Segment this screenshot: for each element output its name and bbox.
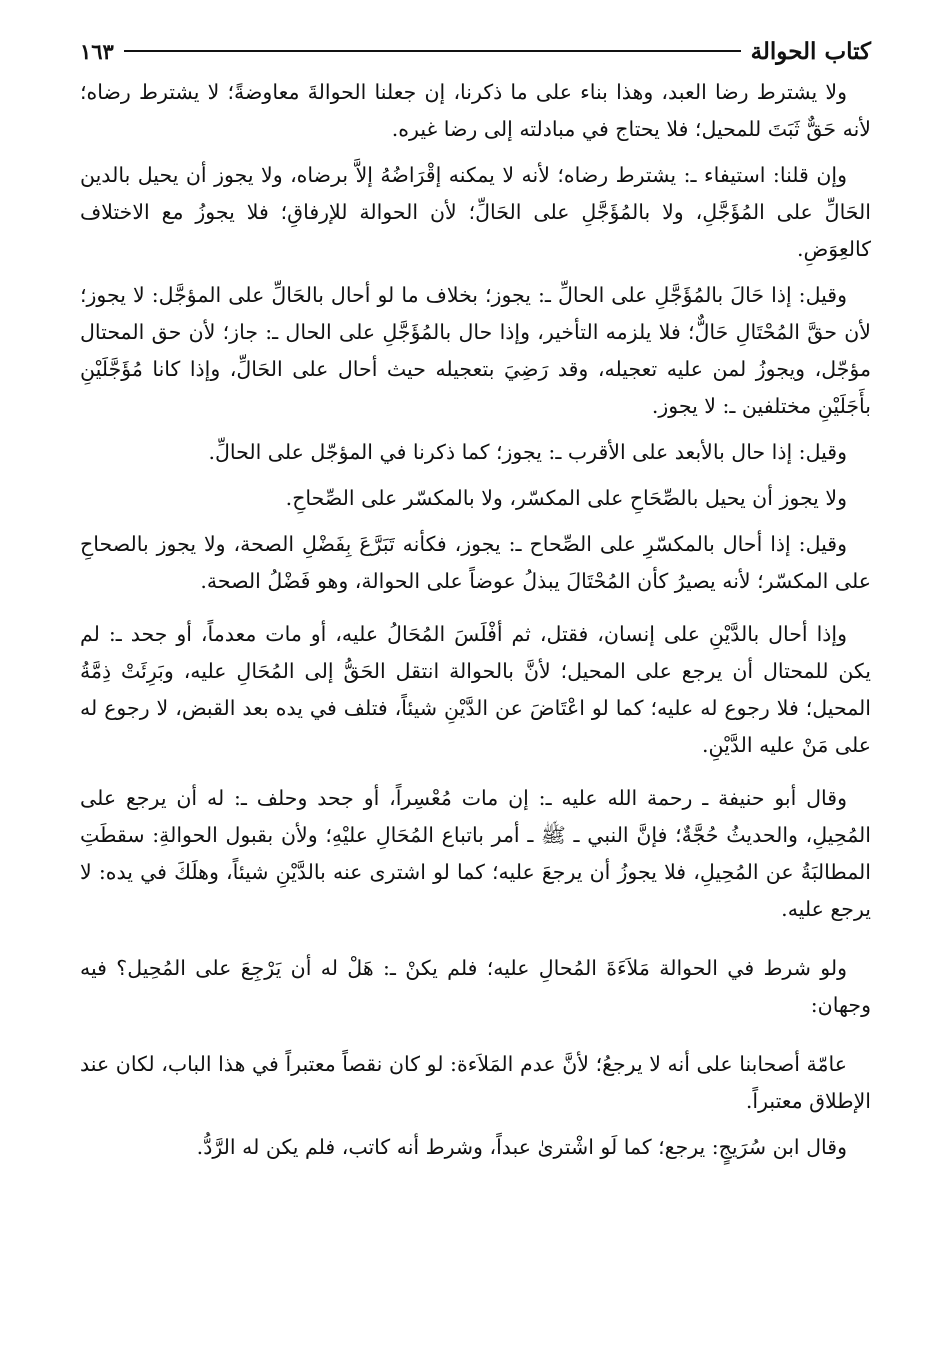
paragraph: ولو شرط في الحوالة مَلاَءَةَ المُحالِ عليه؛ فلم يكنْ ـ: هَلْ له أن يَرْجِعَ على المُحِيل؟ فيه وجهان: [80, 956, 871, 1017]
paragraph: وقيل: إذا حال بالأبعد على الأقرب ـ: يجوز؛ كما ذكرنا في المؤجّل على الحالِّ. [208, 440, 847, 464]
paragraph: وقيل: إذا أحال بالمكسّرِ على الصِّحاح ـ: يجوز، فكأنه تَبَرَّعَ بِفَضْلِ الصحة، ولا يجوز بالصحاحِ على المكسّر؛ لأنه يصيرُ كأن المُحْتَالَ يبذلُ عوضاً على الحوالة، وهو فَضْلُ الصحة. [80, 532, 871, 593]
paragraph: ولا يشترط رضا العبد، وهذا بناء على ما ذكرنا، إن جعلنا الحوالةَ معاوضةً؛ لا يشترط رضاه؛ لأنه حَقٌّ ثَبَتَ للمحيل؛ فلا يحتاج في مبادلته إلى رضا غيره. [80, 80, 871, 141]
paragraph: وقال ابن سُرَيجٍ: يرجع؛ كما لَو اشْترىٰ عبداً، وشرط أنه كاتب، فلم يكن له الرَّدُّ. [196, 1135, 847, 1159]
chapter-title: كتاب الحوالة [750, 37, 871, 65]
paragraph: وإذا أحال بالدَّيْنِ على إنسان، فقتل، ثم أفْلَسَ المُحَالُ عليه، أو مات معدماً، أو جحد ـ: لم يكن للمحتال أن يرجع على المحيل؛ لأنَّ بالحوالة انتقل الحَقُّ إلى المُحَالِ عليه، وبَرِئَتْ ذِمَّةُ المحيل؛ فلا رجوع له عليه؛ كما لو اعْتَاضَ عن الدَّيْنِ شيئاً، فتلف في يده بعد القبض، لا رجوع له على مَنْ عليه الدَّيْنِ. [80, 622, 871, 757]
page-number: ١٦٣ [80, 38, 114, 64]
header-rule [124, 50, 741, 52]
paragraph: وقال أبو حنيفة ـ رحمة الله عليه ـ: إن مات مُعْسِراً، أو جحد وحلف ـ: له أن يرجع على المُحِيلِ، والحديثُ حُجَّةٌ؛ فإنَّ النبي ـ ﷺ ـ أمر باتباع المُحَالِ عليْهِ؛ ولأن بقبول الحوالةِ: سقطَتِ المطالبَةُ عن المُحِيلِ، فلا يجوزُ أن يرجعَ عليه؛ كما لو اشترى عنه بالدَّيْنِ شيئاً، وهلَكَ في يده: لا يرجع عليه. [80, 786, 871, 921]
running-header [80, 34, 871, 68]
paragraph: وقيل: إذا حَالَ بالمُؤَجَّلِ على الحالِّ ـ: يجوز؛ بخلاف ما لو أحال بالحَالِّ على المؤجَّل: لا يجوز؛ لأن حقَّ المُحْتَالِ حَالٌّ؛ فلا يلزمه التأخير، وإذا حال بالمُؤَجَّلِ على الحال ـ: جاز؛ لأن حق المحتال مؤجّل، ويجوزُ لمن عليه تعجيله، وقد رَضِيَ بتعجيله حيث أحال على الحَالِّ، وإذا كانا مُؤَجَّلَيْنِ بأَجَلَيْنِ مختلفين ـ: لا يجوز. [80, 283, 871, 418]
paragraph: عامّة أصحابنا على أنه لا يرجعُ؛ لأنَّ عدم المَلاَءة: لو كان نقصاً معتبراً في هذا الباب، لكان عند الإطلاق معتبراً. [80, 1052, 871, 1113]
paragraph: وإن قلنا: استيفاء ـ: يشترط رضاه؛ لأنه لا يمكنه إقْرَاضُهُ إلاَّ برضاه، ولا يجوز أن يحيل بالدين الحَالِّ على المُؤَجَّلِ، ولا بالمُؤَجَّلِ على الحَالِّ؛ لأن الحوالة للإرفاقِ؛ فلا يجوزُ مع الاختلاف كالعِوَضِ. [80, 163, 871, 261]
body-text [80, 74, 871, 1166]
paragraph: ولا يجوز أن يحيل بالصِّحَاحِ على المكسّر، ولا بالمكسّر على الصِّحاحِ. [285, 486, 847, 510]
